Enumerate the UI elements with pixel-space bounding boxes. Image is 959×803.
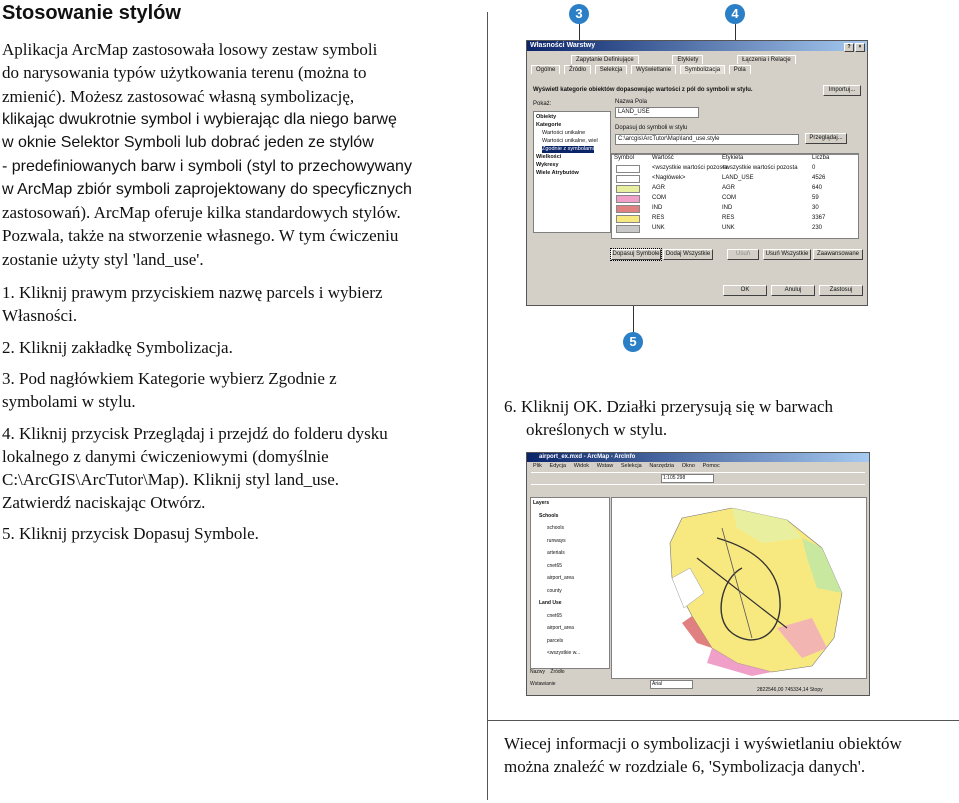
text-line: - predefiniowanych barw i symboli (styl to przechowywany bbox=[2, 157, 412, 175]
callout-badge-5: 5 bbox=[623, 332, 643, 352]
row-label: LAND_USE bbox=[722, 175, 754, 181]
category-item[interactable]: Obiekty bbox=[536, 114, 557, 120]
advanced-button[interactable]: Zaawansowane bbox=[813, 249, 863, 260]
intro-paragraph-sans bbox=[2, 108, 472, 201]
row-count: 30 bbox=[812, 205, 819, 211]
arcmap-window bbox=[526, 452, 870, 696]
show-label: Pokaż: bbox=[533, 101, 552, 107]
symbol-swatch[interactable] bbox=[616, 215, 640, 223]
row-label: <wszystkie wartości pozosta bbox=[722, 165, 798, 171]
close-icon[interactable]: × bbox=[855, 43, 865, 52]
row-value: COM bbox=[652, 195, 666, 201]
field-name-select[interactable]: LAND_USE bbox=[615, 107, 699, 118]
toc-layer-item[interactable]: Schools bbox=[539, 512, 559, 519]
toolbar-2 bbox=[531, 484, 865, 495]
step-4-cont: Zatwierdź naciskając Otwórz. bbox=[2, 493, 206, 512]
category-item[interactable]: Wartości unikalne, wiel bbox=[542, 138, 598, 144]
callout-badge-4: 4 bbox=[725, 4, 745, 24]
row-count: 59 bbox=[812, 195, 819, 201]
table-header bbox=[612, 154, 858, 161]
symbology-header: Wyświetl kategorie obiektów dopasowując wartości z pól do symboli w stylu. bbox=[533, 87, 753, 93]
text-line: w oknie Selektor Symboli lub dobrać jeden ze stylów bbox=[2, 134, 374, 152]
text-line: zostanie użyty styl 'land_use'. bbox=[2, 249, 204, 269]
category-item[interactable]: Wartości unikalne bbox=[542, 130, 586, 136]
match-symbols-button[interactable]: Dopasuj Symbole bbox=[611, 249, 661, 260]
toc-layer-item[interactable]: cnet65 bbox=[547, 612, 563, 619]
toc-layer-item[interactable]: <wszystkie w... bbox=[547, 650, 581, 656]
category-item[interactable]: Kategorie bbox=[536, 122, 562, 128]
intro-paragraph bbox=[2, 38, 472, 108]
text-line: klikając dwukrotnie symbol i wybierając dla niego barwę bbox=[2, 111, 397, 128]
scale-box[interactable]: 1:105 298 bbox=[661, 474, 714, 483]
text-line: do narysowania typów użytkowania terenu (można to bbox=[2, 63, 367, 83]
text-line: w ArcMap zbiór symboli zaprojektowany do specyficznych bbox=[2, 180, 412, 198]
info-line: Wiecej informacji o symbolizacji i wyświetlaniu obiektów bbox=[504, 734, 902, 753]
toc-layer-item[interactable]: parcels bbox=[547, 637, 564, 644]
column-divider bbox=[487, 12, 488, 800]
values-table bbox=[611, 153, 859, 239]
info-line: można znaleźć w rozdziale 6, 'Symbolizacja danych'. bbox=[504, 757, 866, 776]
toolbar bbox=[531, 472, 865, 483]
tab-selection[interactable]: Selekcja bbox=[595, 65, 628, 74]
table-of-contents bbox=[530, 497, 610, 669]
symbol-swatch[interactable] bbox=[616, 175, 640, 183]
row-label: RES bbox=[722, 215, 735, 221]
menu-insert[interactable]: Wstaw bbox=[596, 463, 614, 469]
toc-layer-item[interactable]: runways bbox=[547, 537, 566, 544]
remove-button[interactable]: Usuń bbox=[727, 249, 759, 260]
draw-toolbar bbox=[530, 681, 663, 687]
toc-layer-item[interactable]: airport_area bbox=[547, 625, 574, 631]
toc-layer-item[interactable]: airport_area bbox=[547, 575, 574, 581]
layer-properties-dialog bbox=[526, 40, 868, 306]
drawing-menu[interactable]: Wstawianie bbox=[530, 681, 556, 687]
show-category-list bbox=[533, 111, 611, 233]
tab-general[interactable]: Ogólne bbox=[531, 65, 560, 74]
menu-bar bbox=[527, 462, 869, 470]
step-4-cont: C:\ArcGIS\ArcTutor\Map). Kliknij styl land_use. bbox=[2, 470, 339, 489]
tab-row-top bbox=[531, 55, 868, 64]
page-heading: Stosowanie stylów bbox=[2, 2, 181, 24]
tab-source[interactable]: Źródło bbox=[550, 669, 565, 675]
row-value: <Nagłówek> bbox=[652, 175, 686, 181]
symbol-swatch[interactable] bbox=[616, 195, 640, 203]
tab-fields[interactable]: Pola bbox=[729, 65, 751, 74]
col-count[interactable]: Liczba bbox=[812, 155, 830, 161]
category-item[interactable]: Wielkości bbox=[536, 154, 562, 160]
tab-source[interactable]: Źródło bbox=[564, 65, 591, 74]
row-count: 3367 bbox=[812, 215, 826, 221]
dialog-title: Własności Warstwy bbox=[530, 42, 596, 49]
divider bbox=[487, 720, 959, 721]
tab-display[interactable]: Nazwy bbox=[530, 669, 546, 675]
row-label: COM bbox=[722, 195, 736, 201]
menu-tools[interactable]: Narzędzia bbox=[649, 463, 675, 469]
menu-help[interactable]: Pomoc bbox=[702, 463, 720, 469]
step-4-cont: lokalnego z danymi ćwiczeniowymi (domyślnie bbox=[2, 447, 329, 466]
step-2: 2. Kliknij zakładkę Symbolizacja. bbox=[2, 338, 233, 357]
toc-layer-item[interactable]: Land Use bbox=[539, 600, 562, 606]
map-view[interactable] bbox=[611, 497, 867, 679]
cancel-button[interactable]: Anuluj bbox=[771, 285, 815, 296]
step-1: 1. Kliknij prawym przyciskiem nazwę parcels i wybierz bbox=[2, 283, 383, 302]
category-item[interactable]: Wykresy bbox=[536, 162, 559, 168]
menu-edit[interactable]: Edycja bbox=[549, 463, 567, 469]
field-name-label: Nazwa Pola bbox=[615, 99, 648, 105]
symbol-swatch[interactable] bbox=[616, 205, 640, 213]
step-3: 3. Pod nagłówkiem Kategorie wybierz Zgodnie z bbox=[2, 369, 337, 388]
row-value: <wszystkie wartości pozosta bbox=[652, 165, 728, 171]
coordinates-readout: 2822546,00 745334,14 Stopy bbox=[757, 687, 823, 693]
category-item-selected[interactable]: Zgodnie z symbolami bbox=[542, 146, 594, 152]
row-label: AGR bbox=[722, 185, 736, 191]
style-path-input[interactable]: C:\arcgis\ArcTutor\Map\land_use.style bbox=[615, 134, 799, 145]
font-select[interactable]: Arial bbox=[650, 680, 693, 689]
intro-paragraph-end bbox=[2, 201, 472, 271]
style-label: Dopasuj do symboli w stylu bbox=[615, 125, 688, 131]
category-item[interactable]: Wiele Atrybutów bbox=[536, 170, 579, 176]
row-count: 0 bbox=[812, 165, 816, 171]
toc-layer-item[interactable]: schools bbox=[547, 525, 564, 531]
callout-badge-3: 3 bbox=[569, 4, 589, 24]
text-line: Pozwala, także na stworzenie własnego. W tym ćwiczeniu bbox=[2, 226, 399, 246]
row-label: UNK bbox=[722, 225, 735, 231]
tab-symbology[interactable]: Symbolizacja bbox=[680, 65, 725, 74]
toc-layer-item[interactable]: Layers bbox=[533, 500, 550, 506]
apply-button[interactable]: Zastosuj bbox=[819, 285, 863, 296]
help-icon[interactable]: ? bbox=[844, 43, 854, 52]
parcels-map bbox=[612, 498, 866, 678]
step-5: 5. Kliknij przycisk Dopasuj Symbole. bbox=[2, 524, 259, 543]
row-value: IND bbox=[652, 205, 663, 211]
row-count: 640 bbox=[812, 185, 823, 191]
symbol-swatch[interactable] bbox=[616, 225, 640, 233]
col-label[interactable]: Etykieta bbox=[722, 155, 744, 161]
arcmap-titlebar: airport_ex.mxd - ArcMap - ArcInfo bbox=[527, 453, 869, 462]
toc-tabs bbox=[530, 669, 565, 675]
browse-button[interactable]: Przeglądaj... bbox=[805, 133, 847, 144]
menu-window[interactable]: Okno bbox=[681, 463, 695, 469]
row-value: AGR bbox=[652, 185, 666, 191]
tab-row-bottom bbox=[531, 65, 861, 74]
row-label: IND bbox=[722, 205, 733, 211]
menu-selection[interactable]: Selekcja bbox=[620, 463, 642, 469]
symbol-swatch[interactable] bbox=[616, 165, 640, 173]
row-value: UNK bbox=[652, 225, 665, 231]
text-line: Aplikacja ArcMap zastosowała losowy zestaw symboli bbox=[2, 40, 378, 59]
step-1-cont: Własności. bbox=[2, 306, 78, 325]
row-count: 230 bbox=[812, 225, 823, 231]
row-count: 4526 bbox=[812, 175, 826, 181]
text-line: zastosowań). ArcMap oferuje kilka standardowych stylów. bbox=[2, 203, 401, 222]
ok-button[interactable]: OK bbox=[723, 285, 767, 296]
col-symbol[interactable]: Symbol bbox=[614, 155, 635, 161]
row-value: RES bbox=[652, 215, 665, 221]
dialog-titlebar bbox=[527, 41, 867, 51]
step-6-cont: określonych w stylu. bbox=[526, 420, 668, 439]
text-line: zmienić). Możesz zastosować własną symbolizację, bbox=[2, 86, 355, 106]
add-all-values-button[interactable]: Dodaj Wszystkie bbox=[663, 249, 713, 260]
import-button[interactable]: Importuj... bbox=[823, 85, 861, 96]
toc-layer-item[interactable]: cnet65 bbox=[547, 562, 563, 569]
tab-display[interactable]: Wyświetlanie bbox=[631, 65, 676, 74]
step-3-cont: symbolami w stylu. bbox=[2, 392, 136, 411]
remove-all-button[interactable]: Usuń Wszystkie bbox=[763, 249, 811, 260]
toc-layer-item[interactable]: arterials bbox=[547, 550, 565, 556]
menu-view[interactable]: Widok bbox=[573, 463, 590, 469]
toc-layer-item[interactable]: county bbox=[547, 587, 562, 594]
tab-joins[interactable]: Łączenia i Relacje bbox=[737, 55, 796, 64]
tab-labels[interactable]: Etykiety bbox=[672, 55, 703, 64]
menu-file[interactable]: Plik bbox=[533, 463, 542, 469]
col-value[interactable]: Wartość bbox=[652, 155, 674, 161]
symbol-swatch[interactable] bbox=[616, 185, 640, 193]
tab-definition-query[interactable]: Zapytanie Definiujące bbox=[571, 55, 639, 64]
step-6: 6. Kliknij OK. Działki przerysują się w barwach bbox=[504, 397, 834, 416]
step-4: 4. Kliknij przycisk Przeglądaj i przejdź do folderu dysku bbox=[2, 424, 388, 443]
